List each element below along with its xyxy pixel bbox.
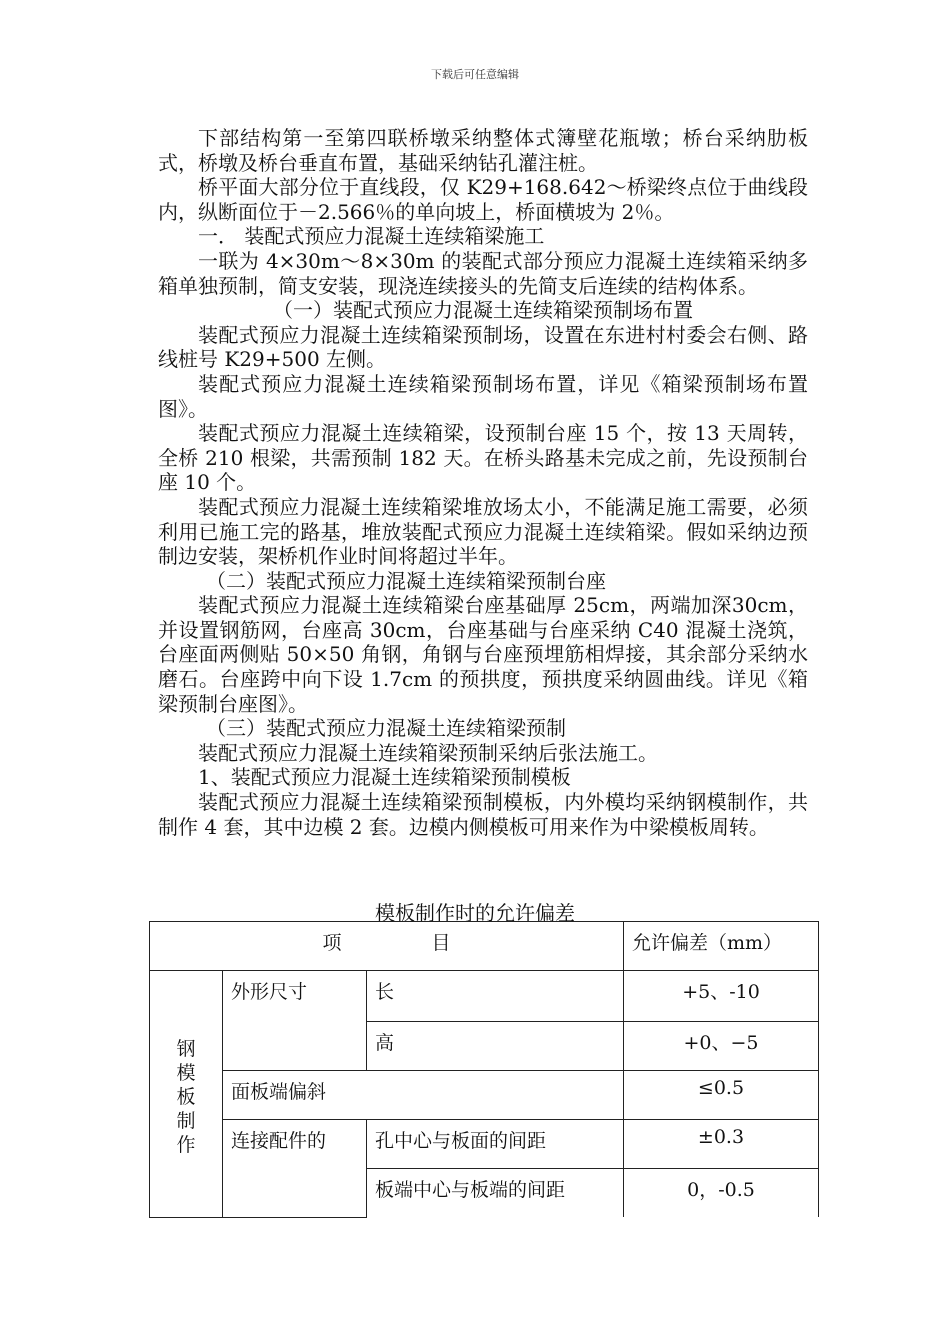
side-char: 制 — [176, 1109, 196, 1132]
height-cell: 高 — [367, 1022, 624, 1071]
table-row — [150, 971, 819, 1022]
height-value-cell: +0、−5 — [624, 1022, 819, 1071]
paragraph: 装配式预应力混凝土连续箱梁，设预制台座 15 个，按 13 天周转，全桥 210 根梁，共需预制 182 天。在桥头路基未完成之前，先设预制台座 10 个。 — [158, 421, 808, 495]
paragraph: 装配式预应力混凝土连续箱梁台座基础厚 25cm，两端加深30cm，并设置钢筋网，台座高 30cm，台座基础与台座采纳 C40 混凝土浇筑，台座面两侧贴 50×50 角钢，角钢与台座预埋筋相焊接，其余部分采纳水磨石。台座跨中向下设 1.7cm 的预拱度，预拱度采纳圆曲线。详见《箱梁预制台座图》。 — [158, 593, 808, 716]
length-cell: 长 — [367, 971, 624, 1022]
panel-skew-cell: 面板端偏斜 — [223, 1071, 624, 1120]
side-char: 作 — [176, 1133, 196, 1156]
document-body — [158, 126, 808, 839]
subsection-heading: （三）装配式预应力混凝土连续箱梁预制 — [206, 716, 566, 741]
table-title: 模板制作时的允许偏差 — [375, 901, 575, 925]
paragraph: 桥平面大部分位于直线段，仅 K29+168.642～桥梁终点位于曲线段内，纵断面位于－2.566％的单向坡上，桥面横坡为 2％。 — [158, 175, 808, 224]
length-value-cell: +5、-10 — [624, 971, 819, 1022]
side-char: 模 — [176, 1061, 196, 1084]
outer-size-cell: 外形尺寸 — [223, 971, 367, 1071]
paragraph: 下部结构第一至第四联桥墩采纳整体式簿壁花瓶墩；桥台采纳肋板式，桥墩及桥台垂直布置，基础采纳钻孔灌注桩。 — [158, 126, 808, 175]
paragraph: 一联为 4×30m～8×30m 的装配式部分预应力混凝土连续箱采纳多箱单独预制，简支安装，现浇连续接头的先简支后连续的结构体系。 — [158, 248, 808, 298]
plate-end-value-cell: 0，-0.5 — [624, 1169, 819, 1218]
plate-end-cell: 板端中心与板端的间距 — [367, 1169, 624, 1218]
tolerance-table — [149, 921, 819, 1218]
subsection-heading: （二）装配式预应力混凝土连续箱梁预制台座 — [206, 568, 606, 593]
header-tolerance-cell: 允许偏差（mm） — [624, 922, 819, 971]
section-heading: 一． 装配式预应力混凝土连续箱梁施工 — [198, 224, 545, 249]
connector-cell: 连接配件的 — [223, 1120, 367, 1218]
side-label-cell — [150, 971, 223, 1218]
hole-center-value-cell: ±0.3 — [624, 1120, 819, 1169]
subsection-heading: （一）装配式预应力混凝土连续箱梁预制场布置 — [273, 298, 693, 323]
item-heading: 1、装配式预应力混凝土连续箱梁预制模板 — [198, 765, 571, 790]
paragraph: 装配式预应力混凝土连续箱梁预制模板，内外模均采纳钢模制作，共制作 4 套，其中边模 2 套。边模内侧模板可用来作为中梁模板周转。 — [158, 790, 808, 839]
page-header-note: 下载后可任意编辑 — [431, 68, 519, 81]
paragraph: 装配式预应力混凝土连续箱梁预制采纳后张法施工。 — [198, 740, 658, 765]
paragraph: 装配式预应力混凝土连续箱梁预制场布置，详见《箱梁预制场布置图》。 — [158, 371, 808, 421]
side-char: 钢 — [176, 1037, 196, 1060]
side-char: 板 — [176, 1085, 196, 1108]
header-item-right: 目 — [431, 932, 451, 954]
paragraph: 装配式预应力混凝土连续箱梁堆放场太小，不能满足施工需要，必须利用已施工完的路基，堆放装配式预应力混凝土连续箱梁。假如采纳边预制边安装，架桥机作业时间将超过半年。 — [158, 494, 808, 569]
table-header-row — [150, 922, 819, 971]
hole-center-cell: 孔中心与板面的间距 — [367, 1120, 624, 1169]
header-item-cell — [150, 922, 624, 971]
table-row — [150, 1120, 819, 1169]
paragraph: 装配式预应力混凝土连续箱梁预制场，设置在东进村村委会右侧、路线桩号 K29+500 左侧。 — [158, 322, 808, 372]
header-item-left: 项 — [322, 932, 342, 954]
panel-skew-value-cell: ≤0.5 — [624, 1071, 819, 1120]
table-row — [150, 1071, 819, 1120]
